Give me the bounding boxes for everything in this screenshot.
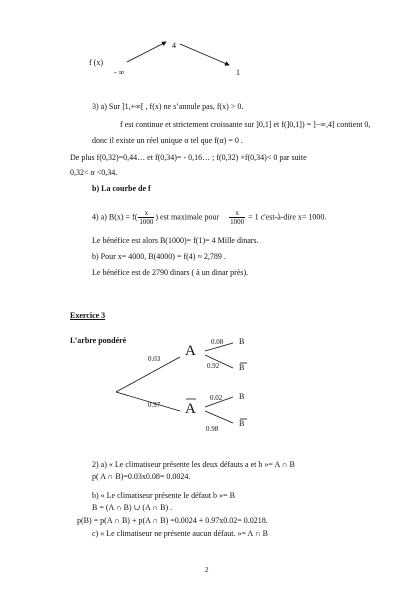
q3-line-b: f est continue et strictement croissante sur ]0,1] et f(]0,1]) = ]−∞,4] contient 0, bbox=[120, 120, 371, 129]
q4-a-middle: ) est maximale pour bbox=[155, 212, 220, 222]
ex3-2c: c) « Le climatiseur ne présente aucun défaut. »= A ∩ B bbox=[92, 529, 269, 538]
variation-right-value: 1 bbox=[236, 68, 240, 77]
variation-left-value: - ∞ bbox=[114, 68, 125, 77]
q4-line-b: b) Pour x= 4000, B(4000) = f(4) ≈ 2,789 . bbox=[92, 252, 226, 261]
node-B-2: B bbox=[239, 392, 245, 401]
prob-notB-given-notA: 0.98 bbox=[206, 425, 219, 433]
q3-line-c: donc il existe un réel unique α tel que f(α) = 0 . bbox=[92, 136, 243, 145]
q4-a-prefix: 4) a) B(x) = f( bbox=[92, 212, 138, 222]
prob-notA: 0.97 bbox=[148, 401, 161, 409]
fraction-2-den: 1000 bbox=[230, 218, 245, 226]
ex3-2b: b) « Le climatiseur présente le défaut b »= B bbox=[92, 491, 235, 500]
q4-a-suffix: = 1 c'est-à-dire x= 1000. bbox=[248, 212, 327, 222]
node-A: A bbox=[185, 343, 196, 359]
node-B-1: B bbox=[239, 337, 245, 346]
q4-benefit-2: Le bénéfice est de 2790 dinars ( à un dinar près). bbox=[92, 268, 249, 277]
prob-A: 0.03 bbox=[148, 355, 161, 363]
fraction-1-den: 1000 bbox=[139, 218, 154, 226]
branch-notA-notB bbox=[205, 411, 233, 423]
fraction-1-num: x bbox=[138, 209, 154, 218]
q3-line-d: De plus f(0,32)=0,44… et f(0,34)= - 0,16… ; f(0,32) ×f(0,34)< 0 par suite bbox=[70, 153, 307, 162]
tree-title: L’arbre pondéré bbox=[70, 336, 127, 345]
variation-top-value: 4 bbox=[172, 41, 176, 50]
prob-notB-given-A: 0.92 bbox=[207, 362, 220, 370]
fraction-2-num: x bbox=[229, 209, 245, 218]
ex3-2a-calc: p( A ∩ B)=0.03x0.08= 0.0024. bbox=[92, 472, 191, 481]
ex3-2b-calc: p(B) = p(A ∩ B) + p(A ∩ B) =0.0024 + 0.97x0.02= 0.0218. bbox=[77, 516, 268, 525]
q3-line-f: b) La courbe de f bbox=[92, 184, 151, 193]
ex3-2a: 2) a) « Le climatiseur présente les deux défauts a et b »= A ∩ B bbox=[92, 460, 295, 469]
q4-benefit-1: Le bénéfice est alors B(1000)= f(1)= 4 Mille dinars. bbox=[92, 236, 259, 245]
q3-line-e: 0,32< α <0,34. bbox=[70, 168, 118, 177]
exercise-3-title: Exercice 3 bbox=[70, 311, 106, 320]
q3-line-a: 3) a) Sur ]1,+∞[ , f(x) ne s’annule pas, f(x) > 0. bbox=[92, 102, 244, 111]
prob-B-given-A: 0.08 bbox=[211, 338, 224, 346]
ex3-2b-union: B = (A ∩ B) ∪ (A ∩ B) . bbox=[92, 503, 173, 512]
prob-B-given-notA: 0.02 bbox=[210, 394, 223, 402]
page-number: 2 bbox=[205, 566, 209, 574]
node-notA: A bbox=[185, 401, 196, 417]
node-notB-1: B bbox=[239, 363, 245, 372]
node-notB-2: B bbox=[239, 419, 245, 428]
fx-label: f (x) bbox=[89, 58, 103, 67]
